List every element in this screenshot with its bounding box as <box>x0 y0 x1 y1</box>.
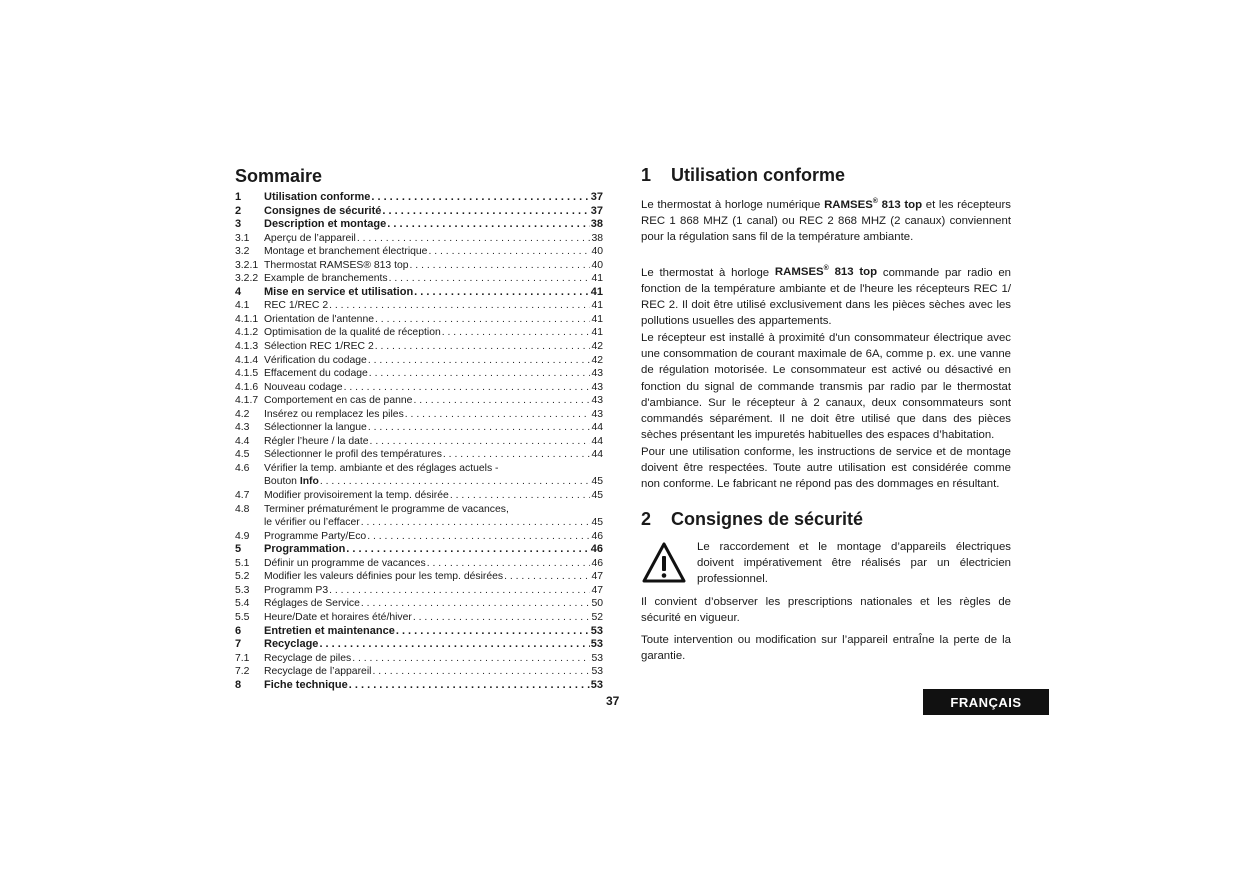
toc-entry-page: 44 <box>591 435 603 447</box>
toc-entry-page: 43 <box>591 408 603 420</box>
toc-entry-number: 4.9 <box>235 530 250 542</box>
toc-entry-label: Aperçu de l’appareil <box>264 232 356 244</box>
toc-entry <box>235 597 603 611</box>
toc-entry-label: Régler l’heure / la date <box>264 435 369 447</box>
toc-entry-page: 37 <box>590 191 603 203</box>
toc-entry <box>235 245 603 259</box>
toc-entry-number: 4.1.4 <box>235 354 259 366</box>
toc-entry <box>235 205 603 219</box>
toc-entry-label: Sélectionner le profil des températures <box>264 449 442 461</box>
toc-entry-page: 45 <box>591 490 603 502</box>
toc-entry-page: 41 <box>591 300 603 312</box>
toc-entry <box>235 218 603 232</box>
toc-entry-page: 53 <box>591 652 603 664</box>
toc-entry <box>235 625 603 639</box>
toc-entry <box>235 354 603 368</box>
toc-entry-label: Recyclage <box>264 638 319 651</box>
toc-entry-label: Sélectionner la langue <box>264 422 367 434</box>
toc-entry <box>235 259 603 273</box>
toc-entry-number: 4.1.2 <box>235 327 259 339</box>
toc-entry-number: 7.2 <box>235 666 250 678</box>
toc-entry-label: Terminer prématurément le programme de vacances, <box>264 503 509 515</box>
toc-entry-label: Entretien et maintenance <box>264 624 395 637</box>
toc-entry-page: 50 <box>591 598 603 610</box>
toc-entry-label: Sélection REC 1/REC 2 <box>264 341 374 353</box>
toc-entry-page: 43 <box>591 381 603 393</box>
toc-entry-label: Utilisation conforme <box>264 191 371 203</box>
toc-entry-page: 44 <box>591 449 603 461</box>
toc-entry-number: 5.4 <box>235 598 250 610</box>
toc-entry-page: 41 <box>591 273 603 285</box>
toc-entry-number: 4.1.5 <box>235 368 259 380</box>
toc-entry <box>235 503 603 517</box>
toc-entry <box>235 408 603 422</box>
toc-entry-label: Montage et branchement électrique <box>264 246 428 258</box>
toc-entry-label: Optimisation de la qualité de réception <box>264 327 441 339</box>
toc-entry-number: 6 <box>235 624 242 637</box>
toc-entry-page: 41 <box>591 313 603 325</box>
toc-entry-number: 4.1 <box>235 300 250 312</box>
toc-entry-number: 4.4 <box>235 435 250 447</box>
toc-entry-page: 46 <box>591 557 603 569</box>
section-1-paragraph-4: Pour une utilisation conforme, les instructions de service et de montage doivent être respectées. Toute autre utilisation est considérée comme non conforme. Le fabricant ne répond pas des dommages en résultant. <box>641 445 1011 491</box>
toc-entry <box>235 557 603 571</box>
toc-entry-page: 41 <box>591 327 603 339</box>
toc-entry <box>235 367 603 381</box>
toc-entry-page: 45 <box>591 476 603 488</box>
toc-entry <box>235 584 603 598</box>
toc-entry-label: Insérez ou remplacez les piles <box>264 408 404 420</box>
toc-entry-label: Thermostat RAMSES® 813 top <box>264 259 409 271</box>
toc-list <box>235 191 603 692</box>
toc-entry-page: 43 <box>591 395 603 407</box>
toc-entry-continuation: le vérifier ou l’effacer . . . 45 <box>235 516 603 530</box>
toc-entry-number: 4.1.1 <box>235 313 259 325</box>
toc-entry-page: 47 <box>591 584 603 596</box>
toc-entry-page: 47 <box>591 571 603 583</box>
toc-entry <box>235 421 603 435</box>
toc-entry-number: 4.1.7 <box>235 395 259 407</box>
section-1-heading <box>641 163 1011 187</box>
toc-entry-label: Orientation de l'antenne <box>264 313 375 325</box>
toc-entry-page: 53 <box>590 624 603 637</box>
toc-entry-number: 1 <box>235 191 242 203</box>
language-tab: FRANÇAIS <box>923 689 1049 715</box>
toc-entry <box>235 191 603 205</box>
toc-entry <box>235 435 603 449</box>
toc-entry-page: 53 <box>591 666 603 678</box>
toc-entry-number: 4.7 <box>235 490 250 502</box>
toc-entry <box>235 326 603 340</box>
toc-entry-label: Vérifier la temp. ambiante et des réglages actuels - <box>264 462 499 474</box>
toc-entry <box>235 313 603 327</box>
toc-entry-label: Modifier provisoirement la temp. désirée <box>264 490 449 502</box>
toc-entry-page: 40 <box>591 246 603 258</box>
toc-entry <box>235 652 603 666</box>
toc-entry <box>235 232 603 246</box>
toc-entry-label: Programmation <box>264 543 346 556</box>
toc-entry-label: Fiche technique <box>264 678 348 691</box>
toc-entry <box>235 530 603 544</box>
toc-entry <box>235 679 603 693</box>
section-2-heading <box>641 507 1011 531</box>
toc-entry-page: 41 <box>590 285 603 298</box>
toc-entry-page: 43 <box>591 368 603 380</box>
toc-entry-number: 2 <box>235 204 242 217</box>
toc-entry <box>235 462 603 476</box>
toc-entry-label: Description et montage <box>264 218 387 231</box>
section-title: Consignes de sécurité <box>671 508 864 529</box>
toc-entry <box>235 394 603 408</box>
toc-entry-page: 40 <box>591 259 603 271</box>
toc-entry-page: 52 <box>591 611 603 623</box>
toc-entry <box>235 272 603 286</box>
section-1-paragraph-3: Le récepteur est installé à proximité d'un consommateur électrique avec une consommation de courant maximale de 6A, comme p. ex. une vanne de régulation motorisée. Le consommateur est activé ou désactivé en fonction du signal de commande transmis par radio par le thermostat d'ambiance. Sur le récepteur à 2 canaux, deux consommateurs sont commandés séparément. Il ne doit être utilisé que dans des pièces sèches présentant les impuretés habituelles des espaces d’habitation. <box>641 331 1011 442</box>
toc-entry-number: 5.1 <box>235 557 250 569</box>
toc-entry-number: 4.3 <box>235 422 250 434</box>
toc-entry-page: 53 <box>590 638 603 651</box>
toc-title: Sommaire <box>235 166 323 186</box>
toc-entry <box>235 340 603 354</box>
toc-entry-number: 4.1.6 <box>235 381 259 393</box>
toc-entry-number: 4.8 <box>235 503 250 515</box>
toc-entry <box>235 611 603 625</box>
toc-entry-number: 4 <box>235 285 242 298</box>
toc-entry-number: 3.2.1 <box>235 259 259 271</box>
toc-entry-number: 3 <box>235 218 242 231</box>
warning-text: Le raccordement et le montage d’appareils électriques doivent impérativement être réalisés par un électricien professionnel. <box>697 540 1011 586</box>
toc-entry-number: 3.1 <box>235 232 250 244</box>
toc-entry-number: 7.1 <box>235 652 250 664</box>
toc-entry-page: 42 <box>591 341 603 353</box>
toc-entry-label: Définir un programme de vacances <box>264 557 426 569</box>
toc-entry-label: Modifier les valeurs définies pour les temp. désirées <box>264 571 504 583</box>
toc-entry-page: 37 <box>590 204 603 217</box>
toc-entry <box>235 286 603 300</box>
toc-entry-label: Example de branchements <box>264 273 388 285</box>
toc-entry <box>235 665 603 679</box>
toc-entry-number: 4.2 <box>235 408 250 420</box>
toc-entry-page: 44 <box>591 422 603 434</box>
toc-entry-label: Programme Party/Eco <box>264 530 367 542</box>
warning-triangle-icon <box>641 541 687 587</box>
toc-entry-label: Recyclage de piles <box>264 652 352 664</box>
section-2-paragraph-2: Toute intervention ou modification sur l’appareil entraÎne la perte de la garantie. <box>641 634 1011 663</box>
toc-entry-number: 3.2 <box>235 246 250 258</box>
toc-entry <box>235 489 603 503</box>
toc-entry-continuation: Bouton Info . . . 45 <box>235 475 603 489</box>
toc-entry-label: Effacement du codage <box>264 368 368 380</box>
toc-entry-page: 53 <box>590 678 603 691</box>
toc-entry <box>235 638 603 652</box>
toc-entry-label: Nouveau codage <box>264 381 343 393</box>
toc-entry-page: 45 <box>591 517 603 529</box>
toc-entry-number: 5.3 <box>235 584 250 596</box>
toc-entry-page: 38 <box>591 232 603 244</box>
toc-entry-number: 8 <box>235 678 242 691</box>
safety-warning <box>641 539 1011 588</box>
toc-entry-number: 4.1.3 <box>235 341 259 353</box>
section-1-paragraph-2: Le thermostat à horloge RAMSES® 813 top commande par radio en fonction de la température ambiante et de l'heure les récepteurs REC 1/ REC 2. Il doit être utilisé exclusivement dans les pièces sèches avec les pollutions usuelles des appartements. <box>641 265 1011 328</box>
toc-entry-label: Heure/Date et horaires été/hiver <box>264 611 412 623</box>
section-number: 2 <box>641 508 652 529</box>
toc-entry-page: 42 <box>591 354 603 366</box>
toc-entry-number: 5.2 <box>235 571 250 583</box>
toc-entry-number: 7 <box>235 638 242 651</box>
toc-entry <box>235 381 603 395</box>
toc-entry-page: 46 <box>590 543 603 556</box>
toc-entry <box>235 543 603 557</box>
toc-entry-number: 5 <box>235 543 242 556</box>
section-2-paragraph-1: Il convient d’observer les prescriptions nationales et les règles de sécurité en vigueur. <box>641 595 1011 624</box>
toc-entry-number: 3.2.2 <box>235 273 259 285</box>
toc-entry-number: 4.6 <box>235 462 250 474</box>
section-title: Utilisation conforme <box>671 165 846 185</box>
toc-entry-page: 38 <box>590 218 603 231</box>
section-number: 1 <box>641 165 652 185</box>
toc-entry <box>235 299 603 313</box>
toc-entry-page: 46 <box>591 530 603 542</box>
toc-entry <box>235 570 603 584</box>
toc-entry-label: Mise en service et utilisation <box>264 285 414 298</box>
page-number: 37 <box>606 694 620 708</box>
toc-entry-label: Comportement en cas de panne <box>264 395 413 407</box>
section-1-paragraph-1: Le thermostat à horloge numérique RAMSES® 813 top et les récepteurs REC 1 868 MHZ (1 canal) ou REC 2 868 MHZ (2 canaux) conviennent pour la régulation sans fil de la température ambiante. <box>641 198 1011 244</box>
table-of-contents <box>235 165 603 692</box>
toc-entry-label: REC 1/REC 2 <box>264 300 329 312</box>
toc-entry-label: Consignes de sécurité <box>264 204 382 217</box>
toc-entry-label: Réglages de Service <box>264 598 360 610</box>
content-column <box>641 163 1011 665</box>
toc-entry-label: Vérification du codage <box>264 354 367 366</box>
toc-entry-label: Programm P3 <box>264 584 329 596</box>
toc-entry-number: 4.5 <box>235 449 250 461</box>
toc-entry-label: Recyclage de l’appareil <box>264 666 372 678</box>
toc-entry-number: 5.5 <box>235 611 250 623</box>
toc-entry <box>235 448 603 462</box>
